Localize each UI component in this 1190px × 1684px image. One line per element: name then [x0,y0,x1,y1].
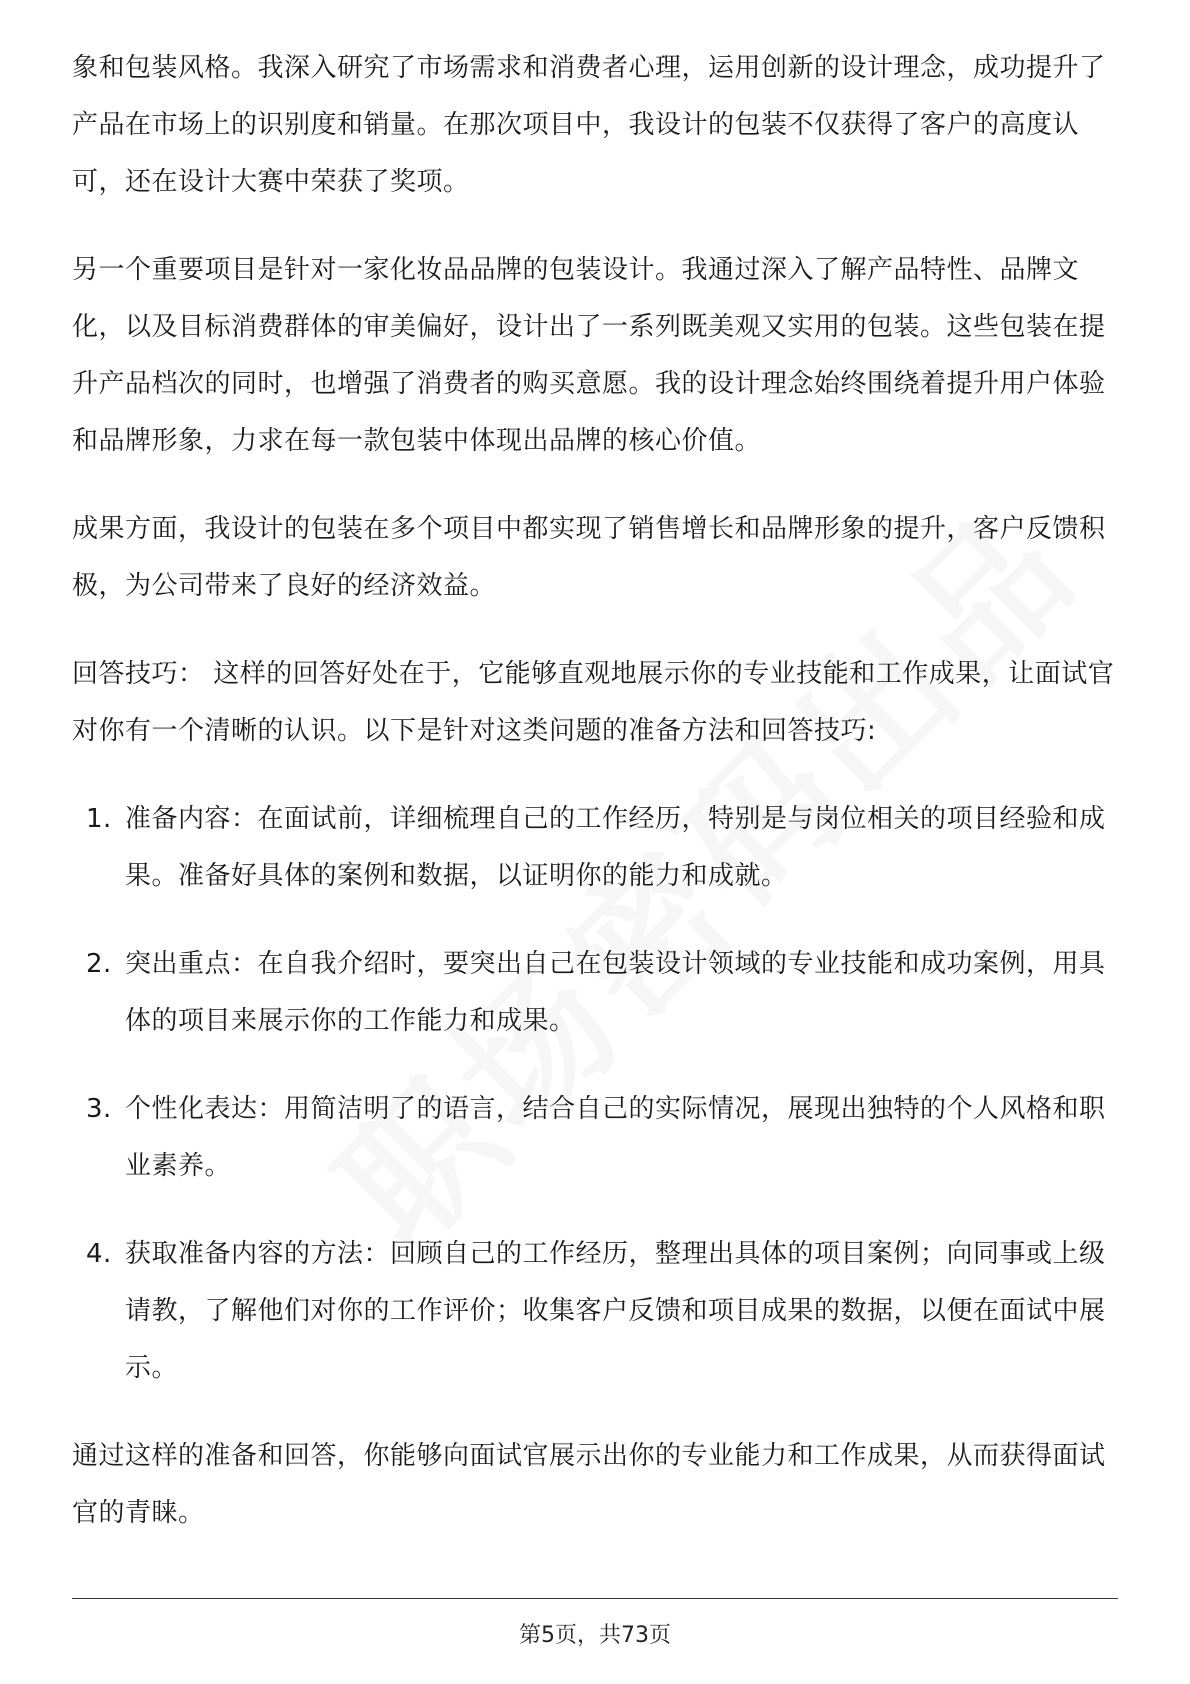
paragraph-answer-tips: 回答技巧： 这样的回答好处在于，它能够直观地展示你的专业技能和工作成果，让面试官对你有一个清晰的认识。以下是针对这类问题的准备方法和回答技巧: [72,659,1115,746]
paragraph-project-summary: 象和包装风格。我深入研究了市场需求和消费者心理，运用创新的设计理念，成功提升了产品在市场上的识别度和销量。在那次项目中，我设计的包装不仅获得了客户的高度认可，还在设计大赛中荣获了奖项。 [72,53,1106,197]
list-text: 突出重点：在自我介绍时，要突出自己在包装设计领域的专业技能和成功案例，用具体的项目来展示你的工作能力和成果。 [125,949,1106,1036]
list-item [72,936,1118,1050]
paragraph-results: 成果方面，我设计的包装在多个项目中都实现了销售增长和品牌形象的提升，客户反馈积极，为公司带来了良好的经济效益。 [72,514,1106,601]
list-number: 1. [86,804,112,834]
list-text: 个性化表达：用简洁明了的语言，结合自己的实际情况，展现出独特的个人风格和职业素养。 [125,1094,1106,1181]
tips-list [72,791,1118,1397]
list-item [72,791,1118,905]
list-text: 准备内容：在面试前，详细梳理自己的工作经历，特别是与岗位相关的项目经验和成果。准备好具体的案例和数据，以证明你的能力和成就。 [125,804,1106,891]
page-number: 第5页，共73页 [519,1623,671,1648]
paragraph-closing: 通过这样的准备和回答，你能够向面试官展示出你的专业能力和工作成果，从而获得面试官的青睐。 [72,1441,1106,1528]
document-body [72,40,1118,1573]
list-text: 获取准备内容的方法：回顾自己的工作经历，整理出具体的项目案例；向同事或上级请教，了解他们对你的工作评价；收集客户反馈和项目成果的数据，以便在面试中展示。 [125,1239,1106,1383]
list-number: 3. [86,1094,112,1124]
paragraph-cosmetics-project: 另一个重要项目是针对一家化妆品品牌的包装设计。我通过深入了解产品特性、品牌文化，以及目标消费群体的审美偏好，设计出了一系列既美观又实用的包装。这些包装在提升产品档次的同时，也增强了消费者的购买意愿。我的设计理念始终围绕着提升用户体验和品牌形象，力求在每一款包装中体现出品牌的核心价值。 [72,255,1106,456]
list-item [72,1226,1118,1397]
list-number: 4. [86,1239,112,1269]
footer-divider [72,1598,1118,1599]
list-item [72,1081,1118,1195]
list-number: 2. [86,949,112,979]
